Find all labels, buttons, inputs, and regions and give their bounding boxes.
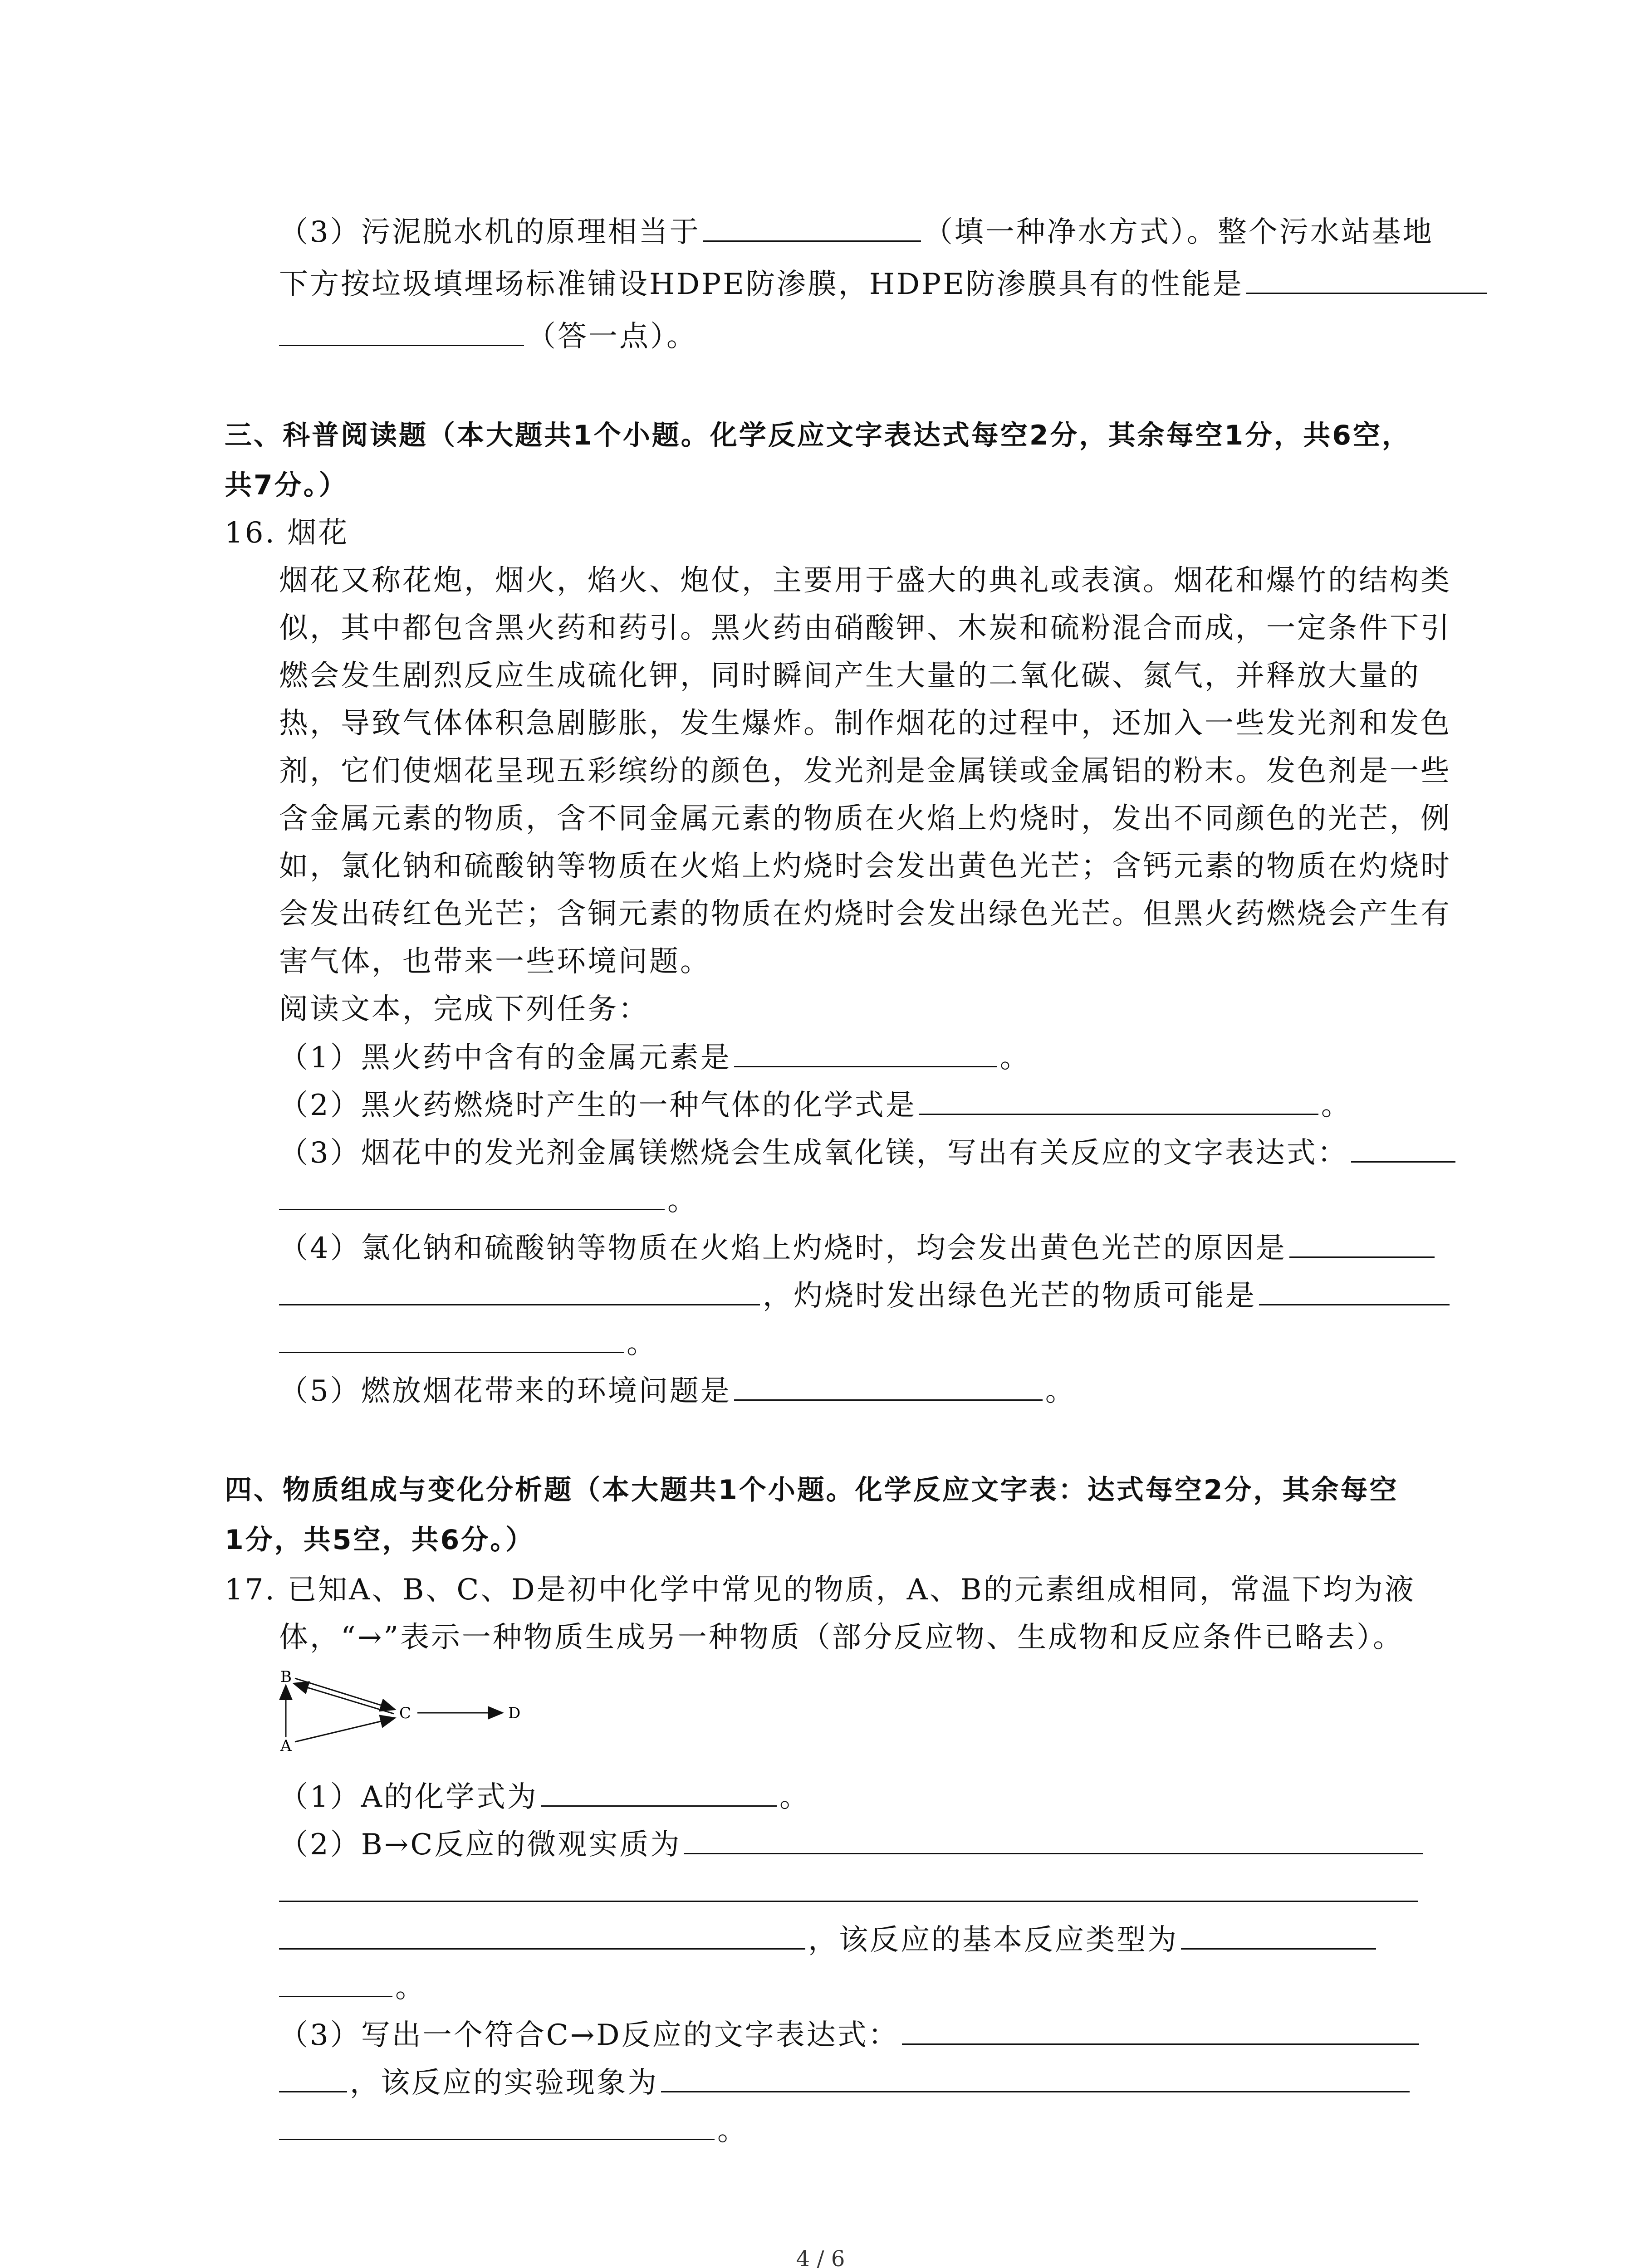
answer-blank[interactable] [279, 318, 524, 346]
answer-blank[interactable] [279, 1873, 1418, 1902]
q16-part5-text: （5）燃放烟花带来的环境问题是 [279, 1374, 731, 1408]
q16-paragraph-line: 似，其中都包含黑火药和药引。黑火药由硝酸钾、木炭和硫粉混合而成，一定条件下引 [279, 611, 1451, 645]
q16-part2-end: 。 [1321, 1089, 1352, 1122]
answer-blank[interactable] [279, 1325, 624, 1353]
q16-part3-cont [279, 1182, 698, 1219]
answer-blank[interactable] [279, 2064, 347, 2092]
q16-paragraph-line: 害气体，也带来一些环境问题。 [279, 945, 711, 978]
answer-blank[interactable] [279, 1182, 665, 1210]
section4-heading-line2: 1分，共5空，共6分。） [225, 1524, 535, 1556]
q15-part3-text-d: （答一点）。 [527, 320, 697, 353]
q17-part2-cont2 [279, 1921, 1379, 1958]
abcd-relation-diagram [272, 1665, 544, 1755]
q16-paragraph-line: 含金属元素的物质，含不同金属元素的物质在火焰上灼烧时，发出不同颜色的光芒，例 [279, 802, 1451, 836]
section3-heading-line2: 共7分。） [225, 469, 348, 501]
q15-part3-text-a: （3）污泥脱水机的原理相当于 [279, 215, 700, 249]
node-d: D [508, 1704, 521, 1722]
q16-part4-text-b: ，灼烧时发出绿色光芒的物质可能是 [763, 1279, 1256, 1313]
answer-blank[interactable] [734, 1039, 997, 1067]
q16-part1 [279, 1039, 1031, 1076]
answer-blank[interactable] [734, 1372, 1043, 1401]
q16-part1-text: （1）黑火药中含有的金属元素是 [279, 1041, 731, 1075]
arrow-a-to-c [295, 1718, 394, 1742]
q16-paragraph-line: 燃会发生剧烈反应生成硫化钾，同时瞬间产生大量的二氧化碳、氮气，并释放大量的 [279, 659, 1421, 693]
node-a: A [280, 1737, 292, 1755]
q16-part2 [279, 1086, 1352, 1124]
q16-part4-cont [279, 1277, 1452, 1314]
q17-part3 [279, 2016, 1422, 2053]
answer-blank[interactable] [1259, 1277, 1450, 1305]
q17-part2-end: 。 [395, 1971, 426, 2004]
q16-part3-end: 。 [667, 1184, 698, 1217]
q16-part4-end: 。 [627, 1327, 657, 1360]
q17-part2-text-b: ，该反应的基本反应类型为 [808, 1923, 1178, 1957]
answer-blank[interactable] [279, 1921, 805, 1950]
q15-part3-line2 [279, 265, 1489, 303]
q17-part3-end: 。 [717, 2114, 748, 2147]
answer-blank[interactable] [279, 1277, 760, 1305]
answer-blank[interactable] [541, 1778, 777, 1807]
q17-part3-text-b: ，该反应的实验现象为 [350, 2066, 658, 2100]
q16-paragraph-line: 如，氯化钠和硫酸钠等物质在火焰上灼烧时会发出黄色光芒；含钙元素的物质在灼烧时 [279, 850, 1451, 883]
q17-part3-text: （3）写出一个符合C→D反应的文字表达式： [279, 2019, 899, 2052]
q17-intro-line1: 17. 已知A、B、C、D是初中化学中常见的物质，A、B的元素组成相同，常温下均为液 [225, 1573, 1416, 1607]
q16-paragraph-line: 烟花又称花炮，烟火，焰火、炮仗，主要用于盛大的典礼或表演。烟花和爆竹的结构类 [279, 564, 1451, 597]
answer-blank[interactable] [279, 2112, 715, 2140]
answer-blank[interactable] [1289, 1229, 1435, 1258]
answer-blank[interactable] [661, 2064, 1410, 2092]
q16-part3-text: （3）烟花中的发光剂金属镁燃烧会生成氧化镁，写出有关反应的文字表达式： [279, 1136, 1348, 1170]
arrow-b-to-c [295, 1678, 394, 1709]
page-number: 4 / 6 [796, 2246, 845, 2268]
q16-part4-cont2 [279, 1325, 657, 1362]
q15-part3-line3 [279, 318, 697, 355]
answer-blank[interactable] [279, 1969, 392, 1997]
q16-part2-text: （2）黑火药燃烧时产生的一种气体的化学式是 [279, 1089, 916, 1122]
q17-part2-cont3 [279, 1969, 426, 2006]
q17-part2-text: （2）B→C反应的微观实质为 [279, 1828, 681, 1862]
answer-blank[interactable] [919, 1086, 1318, 1115]
answer-blank[interactable] [1181, 1921, 1376, 1950]
q17-part1-text: （1）A的化学式为 [279, 1780, 538, 1814]
section3-heading-line1: 三、科普阅读题（本大题共1个小题。化学反应文字表达式每空2分，其余每空1分，共6空， [225, 420, 1411, 451]
node-c: C [399, 1704, 411, 1722]
q17-part3-cont2 [279, 2112, 748, 2149]
answer-blank[interactable] [1246, 265, 1487, 294]
q17-part2-cont [279, 1873, 1421, 1911]
q17-part1 [279, 1778, 810, 1815]
answer-blank[interactable] [902, 2016, 1419, 2045]
q16-paragraph-line: 热，导致气体体积急剧膨胀，发生爆炸。制作烟花的过程中，还加入一些发光剂和发色 [279, 707, 1451, 740]
q17-part2 [279, 1826, 1426, 1863]
q15-part3-text-c: 下方按垃圾填埋场标准铺设HDPE防渗膜，HDPE防渗膜具有的性能是 [279, 268, 1244, 301]
q16-part4 [279, 1229, 1437, 1266]
node-b: B [280, 1668, 292, 1686]
q16-part5 [279, 1372, 1076, 1409]
arrow-c-to-b [295, 1684, 394, 1714]
q16-title: 16. 烟花 [225, 516, 349, 550]
q16-part1-end: 。 [999, 1041, 1031, 1075]
answer-blank[interactable] [703, 213, 921, 242]
q16-part4-text: （4）氯化钠和硫酸钠等物质在火焰上灼烧时，均会发出黄色光芒的原因是 [279, 1232, 1287, 1265]
answer-blank[interactable] [1351, 1134, 1455, 1163]
answer-blank[interactable] [684, 1826, 1423, 1854]
q16-paragraph-line: 会发出砖红色光芒；含铜元素的物质在灼烧时会发出绿色光芒。但黑火药燃烧会产生有 [279, 897, 1451, 931]
q16-part3 [279, 1134, 1458, 1171]
q16-paragraph-line: 剂，它们使烟花呈现五彩缤纷的颜色，发光剂是金属镁或金属铝的粉末。发色剂是一些 [279, 754, 1451, 788]
q16-part5-end: 。 [1045, 1374, 1076, 1408]
q17-part3-cont [279, 2064, 1412, 2101]
q15-part3-line1 [279, 213, 1434, 250]
q17-part1-end: 。 [779, 1780, 810, 1814]
section4-heading-line1: 四、物质组成与变化分析题（本大题共1个小题。化学反应文字表：达式每空2分，其余每空 [225, 1474, 1399, 1506]
q16-instruction: 阅读文本，完成下列任务： [279, 992, 649, 1026]
q17-intro-line2: 体，“→”表示一种物质生成另一种物质（部分反应物、生成物和反应条件已略去）。 [279, 1621, 1404, 1654]
q15-part3-text-b: （填一种净水方式）。整个污水站基地 [923, 215, 1434, 249]
